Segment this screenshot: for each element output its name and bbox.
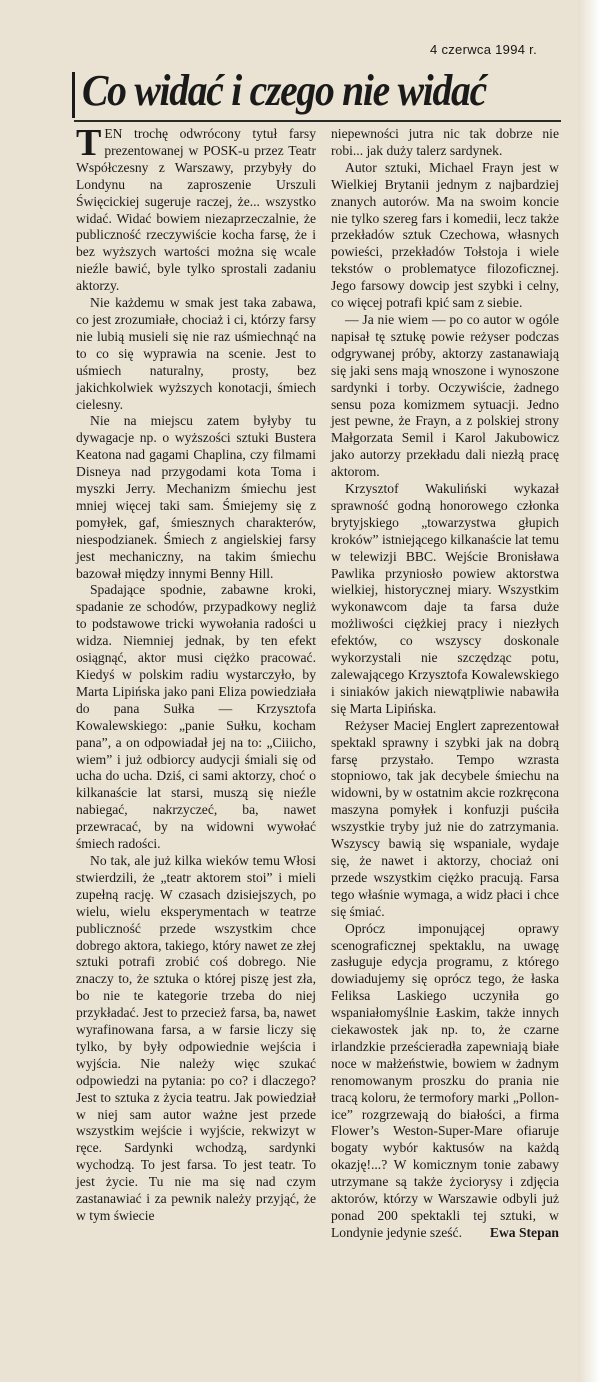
paragraph: Nie każdemu w smak jest taka zabawa, co jest zrozumiałe, chociaż i ci, którzy farsy nie lubią musieli się nie raz uśmiechnąć na to co się wyprawia na scenie. Jest to uśmiech naturalny, prosty, bez jakichkolwiek wyższych konotacji, śmiech cielesny. xyxy=(76,295,316,412)
title-divider xyxy=(74,120,561,122)
article-column-right xyxy=(331,126,559,1242)
author-byline: Ewa Stepan xyxy=(489,1224,559,1240)
paragraph: niepewności jutra nic tak dobrze nie robi... jak duży talerz sardynek. xyxy=(331,126,559,158)
paragraph: Autor sztuki, Michael Frayn jest w Wielkiej Brytanii jednym z najbardziej znanych autorów. Ma na swoim koncie nie tylko szereg fars i komedii, lecz także przekładów sztuk Czechowa, własnych powieści, przekładów Tołstoja i wiele tekstów o problematyce filozoficznej. Jego farsowy dowcip jest szybki i celny, co więcej potrafi kpić sam z siebie. xyxy=(331,159,559,311)
title-rule xyxy=(72,72,75,118)
paragraph: No tak, ale już kilka wieków temu Włosi stwierdzili, że „teatr aktorem stoi” i mieli zupełną rację. W czasach dzisiejszych, po wielu, wielu eksperymentach w teatrze publiczność przede wszystkim chce dobrego aktora, takiego, który nawet ze złej sztuki potrafi zrobić coś dobrego. Nie znaczy to, że sztuka o której piszę jest zła, bo nie te kategorie trzeba do niej przykładać. Jest to przecież farsa, ba, nawet wyrafinowana farsa, a w farsie liczy się tylko, by były odpowiednie wejścia i wyjścia. Nie należy więc szukać odpowiedzi na pytania: po co? i dlaczego? Jest to sztuka z życia teatru. Jak powiedział w niej sam autor ważne jest przede wszystkim wejście i wyjście, rekwizyt w ręce. Sardynki wchodzą, sardynki wychodzą. To jest farsa. To jest teatr. To jest życie. Tu nie ma się nad czym zastanawiać i za pewnik należy przyjąć, że w tym świecie xyxy=(76,852,316,1223)
drop-cap: T xyxy=(76,122,102,164)
article-column-left xyxy=(76,122,316,1225)
paragraph: Nie na miejscu zatem byłyby tu dywagacje np. o wyższości sztuki Bustera Keatona nad gagami Chaplina, czy filmami Disneya nad przygodami kota Toma i myszki Jerry. Mechanizm śmiechu jest mniej więcej taki sam. Śmiejemy się z pomyłek, gaf, śmiesznych charakterów, niespodzianek. Śmiech z angielskiej farsy jest mechaniczny, na takim śmiechu bazował między innymi Benny Hill. xyxy=(76,413,316,581)
paragraph: Reżyser Maciej Englert zaprezentował spektakl sprawny i szybki jak na dobrą farsę przystało. Tempo wzrasta stopniowo, tak jak decybele śmiechu na widowni, by w ostatnim akcie rozkręcona maszyna pomyłek i konfuzji puściła wszystkie tryby już nie do zatrzymania. Wszyscy bawią się wspaniale, wydaje się, że nawet i aktorzy, chociaż oni przede wszystkim ciężko pracują. Farsa tego właśnie wymaga, a widz płaci i chce się śmiać. xyxy=(331,717,559,919)
paragraph: Spadające spodnie, zabawne kroki, spadanie ze schodów, przypadkowy negliż to podstawowe tricki wywołania radości u widza. Niemniej jednak, by ten efekt osiągnąć, aktor musi ciężko pracować. Kiedyś w polskim radiu wystarczyło, by Marta Lipińska jako pani Eliza powiedziała do pana Sułka — Krzysztofa Kowalewskiego: „panie Sułku, kocham pana”, a on odpowiadał jej na to: „Ciiicho, wiem” i już odbiorcy audycji śmiali się od ucha do ucha. Dziś, ci sami aktorzy, choć o kilkanaście lat starsi, muszą się nieźle nabiegać, nakrzyczeć, ba, nawet przewracać, by na widowni wywołać śmiech radości. xyxy=(76,582,316,852)
article-title: Co widać i czego nie widać xyxy=(82,66,486,115)
paragraph: — Ja nie wiem — po co autor w ogóle napisał tę sztukę powie reżyser podczas odgrywanej próby, aktorzy zastanawiają się jaki sens mają wnoszone i wynoszone sardynki i torby. Oczywiście, żadnego sensu poza komizmem sytuacji. Jedno jest pewne, że Frayn, a z polskiej strony Małgorzata Semil i Karol Jakubowicz jako autorzy przekładu dali niezłą pracę aktorom. xyxy=(331,311,559,480)
paragraph xyxy=(76,122,316,295)
paragraph: Krzysztof Wakuliński wykazał sprawność godną honorowego członka brytyjskiego „towarzystwa głupich kroków” istniejącego kilkanaście lat temu w telewizji BBC. Wejście Bronisława Pawlika przyniosło powiew aktorstwa wielkiej, historycznej miary. Wszystkim wykonawcom daje ta farsa duże możliwości ciężkiej pracy i niezłych efektów, co wszyscy doskonale wykorzystali nie szczędząc potu, zalewającego Krzysztofa Kowalewskiego i siniaków jakich niewątpliwie nabawiła się Marta Lipińska. xyxy=(331,481,559,716)
paragraph-text: Oprócz imponującej oprawy scenograficznej spektaklu, na uwagę zasługuje edycja programu, z którego dowiadujemy się oprócz tego, że łaska Feliksa Laskiego uczyniła go wspaniałomyślnie Łaskim, także innych ciekawostek jak np. to, że czarne irlandzkie prześcieradła zapewniają białe noce w małżeństwie, bowiem w żadnym renomowanym proszku do prania nie tracą koloru, że termofory marki „Pollon-ice” rozgrzewają do białości, a firma Flower’s Weston-Super-Mare ofiaruje bogaty wybór kaktusów na każdą okazję!...? W komicznym tonie zabawy utrzymane są także życiorysy i zdjęcia aktorów, którzy w Warszawie odbyli już ponad 200 spektakli tej sztuki, w Londynie jedynie sześć. xyxy=(331,920,559,1240)
paragraph-text: EN trochę odwrócony tytuł farsy prezentowanej w POSK-u przez Teatr Współczesny z Warszawy, przybyły do Londynu na zaproszenie Urszuli Święcickiej sugeruje raczej, że... wszystko widać. Widać bowiem niezaprzeczalnie, że publiczność rzeczywiście kocha farsę, że i bez wyższych wartości można się wcale nieźle bawić, byle tylko sprostali zadaniu aktorzy. xyxy=(76,126,316,294)
paragraph xyxy=(331,921,559,1242)
issue-date: 4 czerwca 1994 r. xyxy=(430,42,537,57)
